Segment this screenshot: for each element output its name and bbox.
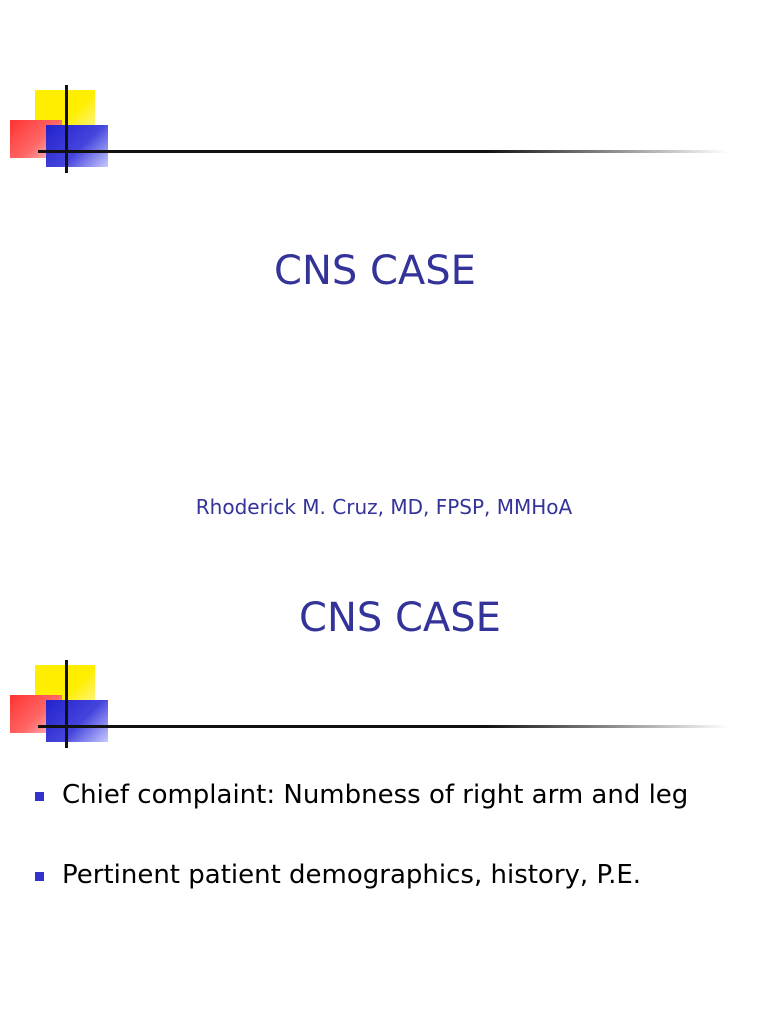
slide-logo-graphic — [10, 660, 120, 750]
header-rule — [38, 725, 728, 728]
content-slide — [0, 560, 768, 1024]
logo-blue-square — [46, 125, 108, 167]
bullet-item: Chief complaint: Numbness of right arm and leg — [35, 780, 688, 810]
logo-vertical-line — [65, 85, 68, 173]
logo-blue-square — [46, 700, 108, 742]
author-line: Rhoderick M. Cruz, MD, FPSP, MMHoA — [195, 495, 573, 519]
bullet-list — [35, 780, 688, 940]
header-rule — [38, 150, 728, 153]
slide-title: CNS CASE — [299, 595, 501, 641]
bullet-item: Pertinent patient demographics, history, P.E. — [35, 860, 688, 890]
logo-vertical-line — [65, 660, 68, 748]
slide-title: CNS CASE — [274, 248, 476, 294]
slide-logo-graphic — [10, 85, 120, 175]
